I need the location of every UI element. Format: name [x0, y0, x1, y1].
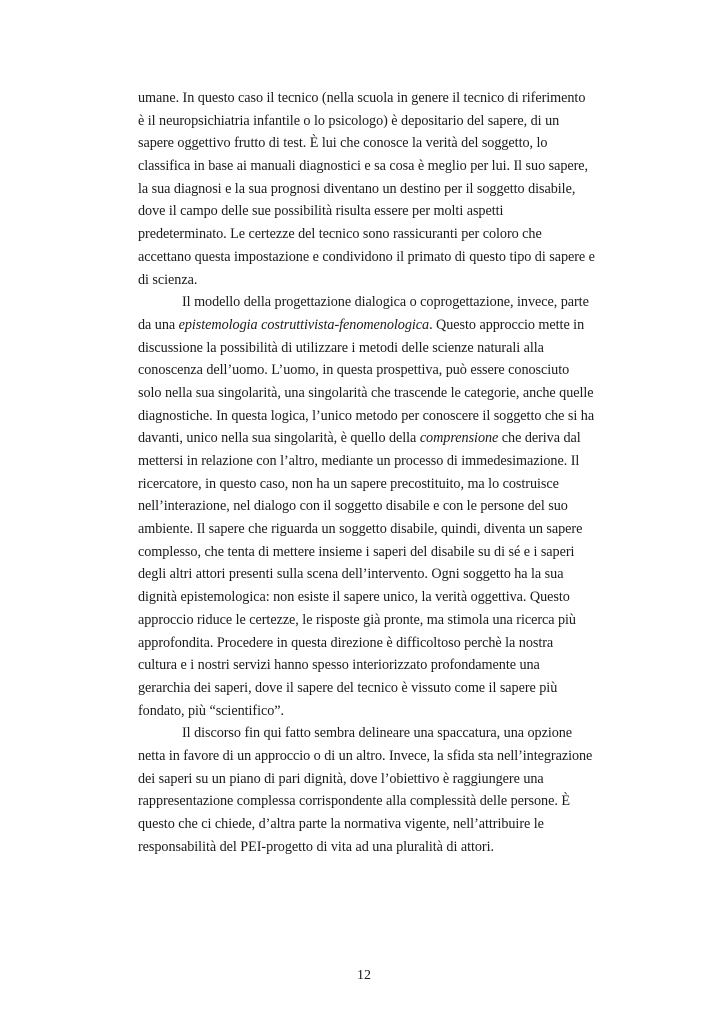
text-segment: solo nella sua singolarità, una singolarità che trascende le categorie, anche quelle: [138, 384, 594, 401]
text-segment: Il discorso fin qui fatto sembra delineare una spaccatura, una opzione: [182, 725, 573, 742]
text-segment: responsabilità del PEI-progetto di vita ad una pluralità di attori.: [138, 838, 494, 855]
italic-term: epistemologia costruttivista-fenomenologica: [178, 316, 430, 333]
text-segment: davanti, unico nella sua singolarità, è quello della: [138, 430, 420, 447]
text-line: [138, 427, 618, 450]
text-segment: dei saperi su un piano di pari dignità, dove l’obiettivo è raggiungere una: [138, 770, 544, 787]
text-line: [138, 518, 618, 541]
text-segment: ricercatore, in questo caso, non ha un sapere precostituito, ma lo costruisce: [138, 475, 559, 492]
text-line: [138, 495, 618, 518]
text-line: [138, 178, 618, 201]
text-segment: rappresentazione complessa corrispondente alla complessità delle persone. È: [138, 793, 570, 810]
text-line: [138, 586, 618, 609]
text-segment: dove il campo delle sue possibilità risulta essere per molti aspetti: [138, 203, 504, 220]
text-segment: degli altri attori presenti sulla scena dell’intervento. Ogni soggetto ha la sua: [138, 566, 564, 583]
text-line: [138, 359, 618, 382]
text-line: [138, 450, 618, 473]
text-segment: umane. In questo caso il tecnico (nella scuola in genere il tecnico di riferimento: [138, 90, 586, 106]
text-segment: di scienza.: [138, 271, 198, 288]
text-line: [138, 677, 618, 700]
text-segment: da una: [138, 316, 179, 333]
italic-term: comprensione: [419, 430, 499, 447]
text-segment: Il modello della progettazione dialogica o coprogettazione, invece, parte: [182, 294, 589, 311]
paragraph-first-line: [138, 291, 618, 314]
text-segment: ambiente. Il sapere che riguarda un soggetto disabile, quindi, diventa un sapere: [138, 521, 583, 538]
text-line: [138, 609, 618, 632]
text-segment: diagnostiche. In questa logica, l’unico metodo per conoscere il soggetto che si ha: [138, 407, 595, 424]
text-line: [138, 473, 618, 496]
paragraph-first-line: [138, 722, 618, 745]
text-segment: classifica in base ai manuali diagnostici e sa cosa è meglio per lui. Il suo sapere,: [138, 158, 589, 175]
text-line: [138, 246, 618, 269]
text-segment: sapere oggettivo frutto di test. È lui che conosce la verità del soggetto, lo: [138, 135, 548, 152]
text-segment: gerarchia dei saperi, dove il sapere del tecnico è vissuto come il sapere più: [138, 679, 558, 696]
text-segment: mettersi in relazione con l’altro, mediante un processo di immedesimazione. Il: [138, 453, 580, 469]
text-line: [138, 700, 618, 723]
text-line: [138, 405, 618, 428]
text-line: [138, 87, 618, 110]
text-segment: che deriva dal: [498, 430, 581, 447]
text-segment: la sua diagnosi e la sua prognosi diventano un destino per il soggetto disabile,: [138, 180, 576, 197]
text-line: [138, 337, 618, 360]
text-segment: . Questo approccio mette in: [429, 316, 585, 333]
text-line: [138, 654, 618, 677]
text-line: [138, 541, 618, 564]
text-segment: predeterminato. Le certezze del tecnico sono rassicuranti per coloro che: [138, 226, 542, 243]
text-segment: nell’interazione, nel dialogo con il soggetto disabile e con le persone del suo: [138, 498, 568, 515]
text-segment: conoscenza dell’uomo. L’uomo, in questa prospettiva, può essere conosciuto: [138, 362, 570, 379]
text-line: [138, 382, 618, 405]
body-text: [138, 87, 618, 858]
text-segment: complesso, che tenta di mettere insieme i saperi del disabile su di sé e i saperi: [138, 543, 575, 560]
text-line: [138, 813, 618, 836]
text-line: [138, 745, 618, 768]
text-line: [138, 223, 618, 246]
text-line: [138, 132, 618, 155]
text-segment: netta in favore di un approccio o di un altro. Invece, la sfida sta nell’integrazione: [138, 747, 593, 764]
text-segment: accettano questa impostazione e condividono il primato di questo tipo di sapere e: [138, 248, 595, 265]
text-line: [138, 314, 618, 337]
text-line: [138, 632, 618, 655]
text-line: [138, 836, 618, 859]
text-line: [138, 269, 618, 292]
text-segment: è il neuropsichiatria infantile o lo psicologo) è depositario del sapere, di un: [138, 112, 560, 129]
text-line: [138, 768, 618, 791]
text-line: [138, 790, 618, 813]
text-segment: fondato, più “scientifico”.: [138, 702, 284, 719]
text-segment: cultura e i nostri servizi hanno spesso interiorizzato profondamente una: [138, 657, 540, 674]
text-line: [138, 110, 618, 133]
text-segment: dignità epistemologica: non esiste il sapere unico, la verità oggettiva. Questo: [138, 589, 570, 606]
text-segment: questo che ci chiede, d’altra parte la normativa vigente, nell’attribuire le: [138, 816, 544, 832]
text-segment: discussione la possibilità di utilizzare i metodi delle scienze naturali alla: [138, 339, 544, 356]
text-segment: approccio riduce le certezze, le risposte già pronte, ma stimola una ricerca più: [138, 611, 576, 628]
page-number: 12: [357, 968, 371, 983]
text-line: [138, 200, 618, 223]
text-line: [138, 563, 618, 586]
text-line: [138, 155, 618, 178]
text-segment: approfondita. Procedere in questa direzione è difficoltoso perchè la nostra: [138, 634, 554, 651]
